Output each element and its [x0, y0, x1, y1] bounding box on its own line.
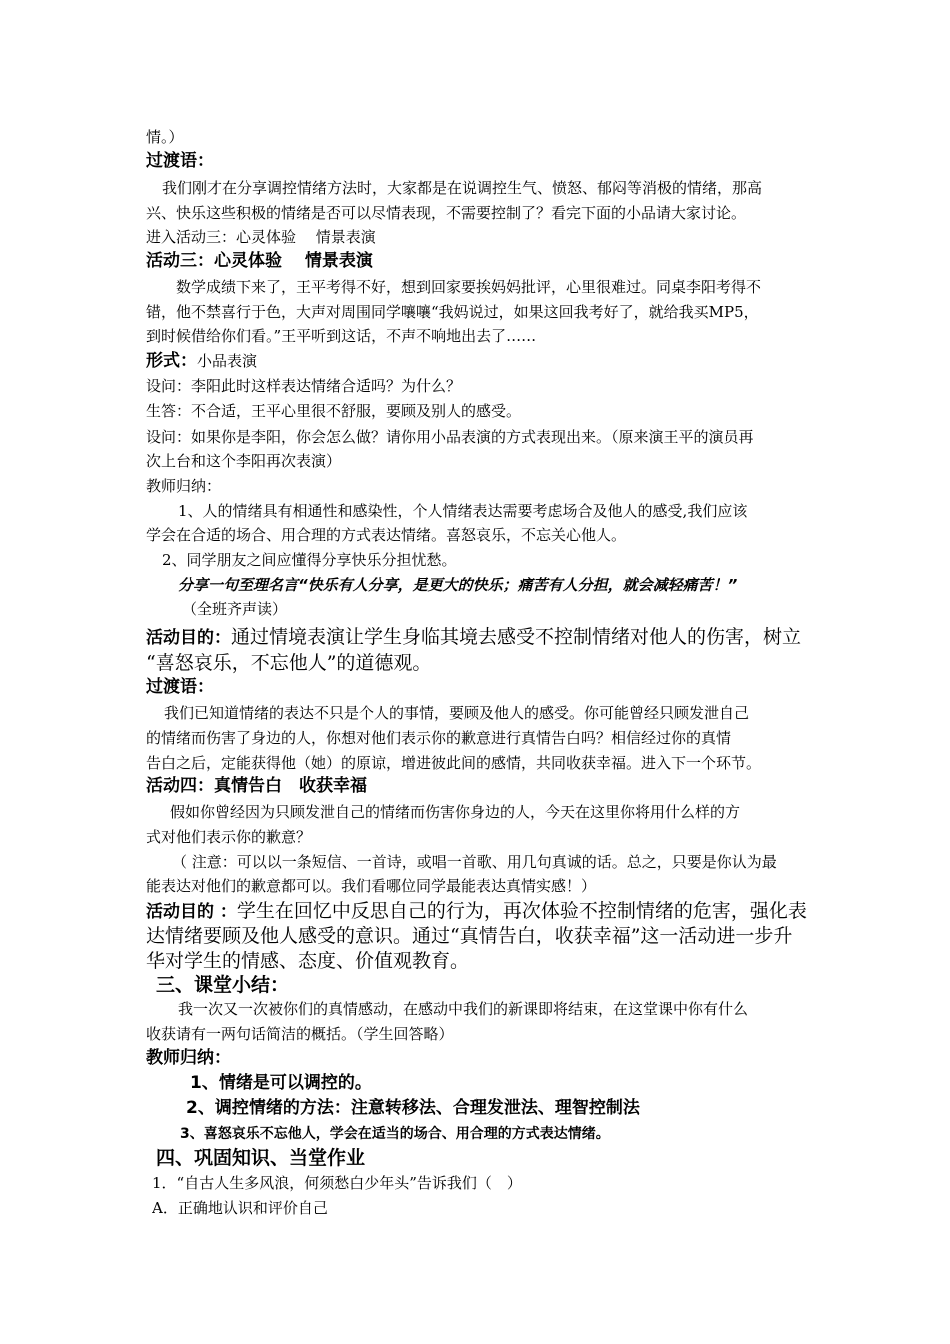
text-line: 兴、快乐这些积极的情绪是否可以尽情表现，不需要控制了？看完下面的小品请大家讨论。: [146, 204, 747, 222]
text-line: 告白之后，定能获得他（她）的原谅，增进彼此间的感情，共同收获幸福。进入下一个环节。: [146, 754, 762, 772]
text-line: 我们已知道情绪的表达不只是个人的事情，要顾及他人的感受。你可能曾经只顾发泄自己: [164, 704, 750, 722]
text-activity-goal: 通过情境表演让学生身临其境去感受不控制情绪对他人的伤害，树立: [231, 626, 802, 648]
text-line: 我一次又一次被你们的真情感动，在感动中我们的新课即将结束，在这堂课中你有什么: [178, 1000, 749, 1018]
text-line: 收获请有一两句话简洁的概括。（学生回答略）: [146, 1025, 454, 1043]
text-line: 次上台和这个李阳再次表演）: [146, 452, 342, 470]
label-form: 形式：: [146, 351, 197, 371]
text-line: 假如你曾经因为只顾发泄自己的情绪而伤害你身边的人，今天在这里你将用什么样的方: [170, 803, 741, 821]
heading-transition-1: 过渡语：: [146, 151, 214, 171]
text-line: 设问：李阳此时这样表达情绪合适吗？为什么？: [146, 377, 462, 395]
text-line: 式对他们表示你的歉意？: [146, 828, 312, 846]
heading-teacher-summary: 教师归纳：: [146, 1048, 231, 1068]
summary-point-2: 2、调控情绪的方法：注意转移法、合理发泄法、理智控制法: [186, 1098, 640, 1118]
text-line: 数学成绩下来了，王平考得不好，想到回家要挨妈妈批评，心里很难过。同桌李阳考得不: [176, 278, 762, 296]
text-line: （全班齐声读）: [182, 600, 288, 618]
text-line: 学会在合适的场合、用合理的方式表达情绪。喜怒哀乐，不忘关心他人。: [146, 526, 627, 544]
heading-transition-2: 过渡语：: [146, 677, 214, 697]
text-line: 教师归纳：: [146, 477, 222, 495]
text-line: “喜怒哀乐，不忘他人”的道德观。: [146, 652, 432, 674]
quote-line: 分享一句至理名言“快乐有人分享，是更大的快乐；痛苦有人分担，就会减轻痛苦！”: [178, 576, 738, 594]
text-line: 华对学生的情感、态度、价值观教育。: [146, 950, 470, 972]
text-line: 错，他不禁喜行于色，大声对周围同学嚷嚷“我妈说过，如果这回我考好了，就给我买MP5，: [146, 303, 759, 321]
heading-activity-3: 活动三：心灵体验 情景表演: [146, 251, 373, 271]
question-1-option-a: A．正确地认识和评价自己: [152, 1199, 328, 1217]
text-line: 我们刚才在分享调控情绪方法时，大家都是在说调控生气、愤怒、郁闷等消极的情绪，那高: [162, 179, 763, 197]
text-line: 2、同学朋友之间应懂得分享快乐分担忧愁。: [162, 551, 457, 569]
text-line: 生答：不合适，王平心里很不舒服，要顾及别人的感受。: [146, 402, 522, 420]
label-activity-goal: 活动目的：: [146, 628, 231, 648]
section-heading-3: 三、课堂小结：: [156, 974, 290, 996]
text-form-value: 小品表演: [197, 352, 258, 370]
text-activity-goal-2: 学生在回忆中反思自己的行为，再次体验不控制情绪的危害，强化表: [236, 900, 807, 922]
summary-point-3: 3、喜怒哀乐不忘他人，学会在适当的场合、用合理的方式表达情绪。: [180, 1126, 610, 1142]
label-activity-goal-2: 活动目的 ：: [146, 902, 237, 922]
text-line: 进入活动三：心灵体验 情景表演: [146, 228, 376, 246]
text-line: 情。）: [146, 128, 184, 146]
summary-point-1: 1、情绪是可以调控的。: [190, 1073, 372, 1093]
section-heading-4: 四、巩固知识、当堂作业: [156, 1147, 366, 1169]
text-line: 设问：如果你是李阳，你会怎么做？请你用小品表演的方式表现出来。（原来演王平的演员再: [146, 428, 754, 446]
heading-activity-4: 活动四：真情告白 收获幸福: [146, 776, 367, 796]
text-line: 能表达对他们的歉意都可以。我们看哪位同学最能表达真情实感！）: [146, 877, 597, 895]
text-line: 的情绪而伤害了身边的人，你想对他们表示你的歉意进行真情告白吗？相信经过你的真情: [146, 729, 732, 747]
text-line: 到时候借给你们看。”王平听到这话，不声不响地出去了……: [146, 327, 537, 345]
question-1: 1．“自古人生多风浪，何须愁白少年头”告诉我们（ ）: [152, 1174, 522, 1192]
text-line: 达情绪要顾及他人感受的意识。通过“真情告白，收获幸福”这一活动进一步升: [146, 925, 793, 947]
text-line: （ 注意：可以以一条短信、一首诗，或唱一首歌、用几句真诚的话。总之，只要是你认为最: [172, 853, 777, 871]
text-line: 1、人的情绪具有相通性和感染性，个人情绪表达需要考虑场合及他人的感受,我们应该: [178, 502, 748, 520]
